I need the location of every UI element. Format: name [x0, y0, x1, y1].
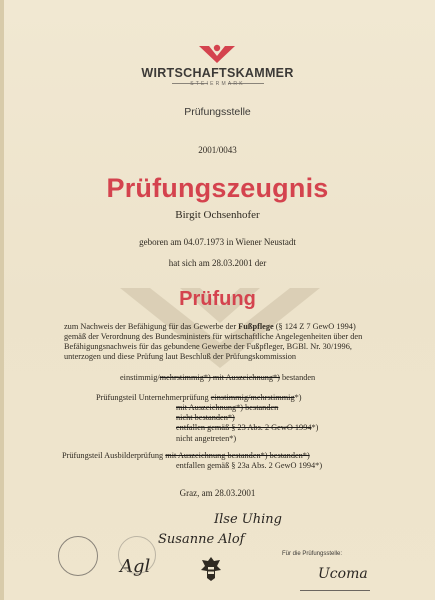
document-title: Prüfungszeugnis: [106, 173, 329, 203]
brand-region: STEIERMARK: [190, 81, 245, 87]
trade-name: Fußpflege: [238, 322, 274, 331]
signature-top-right: Ilse Uhing: [214, 512, 282, 527]
trainer-part-line-2: entfallen gemäß § 23a Abs. 2 GewO 1994*): [176, 461, 323, 470]
entrepreneur-part-line-3: nicht bestanden*): [176, 413, 235, 422]
signature-middle: Susanne Alof: [158, 532, 245, 547]
purpose-line-2: gemäß der Verordnung des Bundesministers für wirtschaftliche Angelegenheiten über den: [64, 332, 363, 341]
entrepreneur-part-line-1: Prüfungsteil Unternehmerprüfung einstimmig/mehrstimmig*): [96, 393, 302, 402]
official-stamp: [58, 536, 98, 576]
overall-result: einstimmig/mehrstimmig*) mit Auszeichnung*) bestanden: [120, 373, 316, 382]
coat-of-arms-icon: [200, 556, 222, 582]
commission-label: Für die Prüfungsstelle:: [282, 551, 343, 557]
entrepreneur-part-line-5: nicht angetreten*): [176, 434, 237, 443]
purpose-line-3: Befähigungsnachweis für das gebundene Gewerbe der Fußpfleger, BGBl. Nr. 30/1996,: [64, 342, 352, 351]
brand-name: WIRTSCHAFTSKAMMER: [141, 66, 294, 80]
chamber-logo-icon: [196, 44, 238, 64]
trainer-part-line-1: Prüfungsteil Ausbilderprüfung mit Auszeichnung bestanden*) bestanden*): [62, 451, 310, 460]
signature-line: [300, 590, 370, 591]
faint-stamp: [118, 536, 156, 574]
signature-left: Agl: [120, 556, 151, 577]
signature-right: Ucoma: [318, 566, 368, 582]
entrepreneur-part-line-2: mit Auszeichnung*) bestanden: [176, 403, 279, 412]
candidate-name: Birgit Ochsenhofer: [175, 209, 260, 221]
exam-date-line: hat sich am 28.03.2001 der: [168, 258, 267, 268]
document-number: 2001/0043: [198, 145, 237, 155]
birth-line: geboren am 04.07.1973 in Wiener Neustadt: [139, 237, 296, 247]
office-name: Prüfungsstelle: [184, 106, 251, 118]
exam-heading: Prüfung: [179, 288, 256, 310]
entrepreneur-part-line-4: entfallen gemäß § 23 Abs. 2 GewO 1994*): [176, 423, 319, 432]
place-and-date: Graz, am 28.03.2001: [179, 488, 256, 498]
purpose-line-4: unterzogen und diese Prüfung laut Beschluß der Prüfungskommission: [64, 352, 297, 361]
purpose-line-1: zum Nachweis der Befähigung für das Gewerbe der Fußpflege (§ 124 Z 7 GewO 1994): [64, 322, 356, 331]
